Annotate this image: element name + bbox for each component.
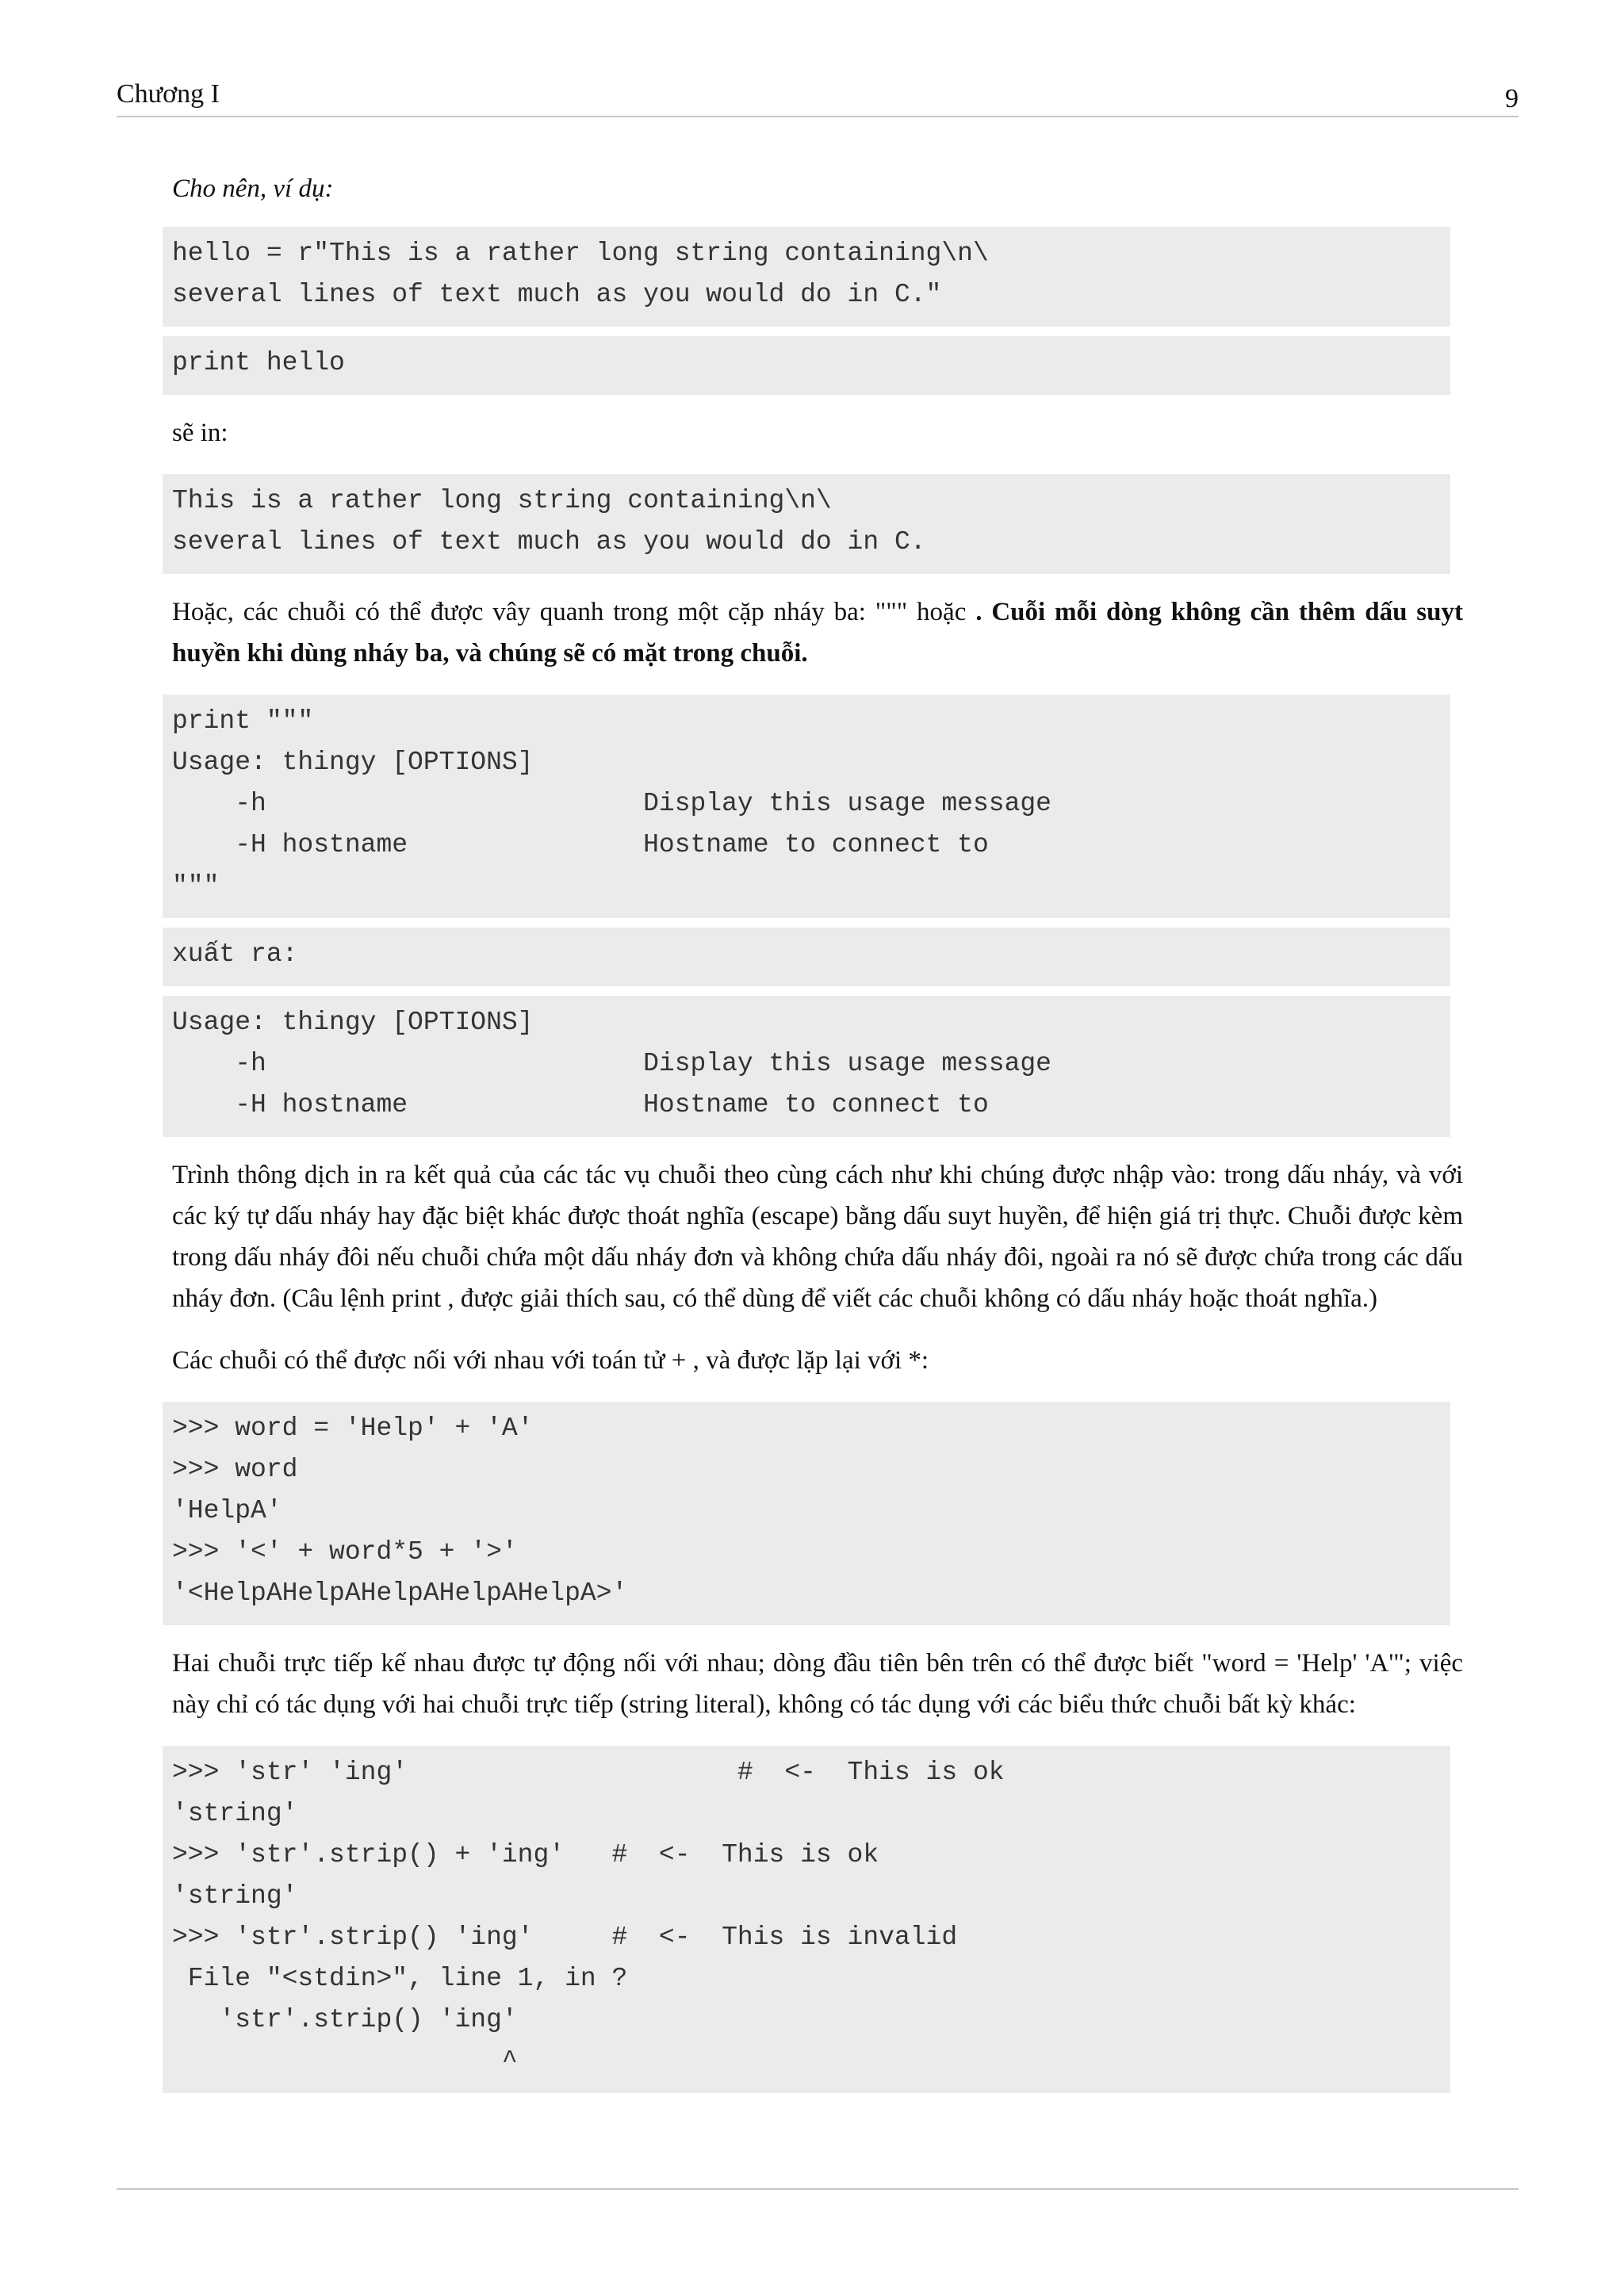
intro-text: Cho nên, ví dụ: <box>172 174 334 203</box>
triple-quote-text: Hoặc, các chuỗi có thể được vây quanh trong một cặp nháy ba: """ hoặc <box>172 598 976 626</box>
code-block-hello-assignment: hello = r"This is a rather long string containing\n\ several lines of text much as you would do in C." <box>163 227 1450 327</box>
code-block-print-usage: print """ Usage: thingy [OPTIONS] -h Display this usage message -H hostname Hostname to connect to """ <box>163 695 1450 918</box>
code-block-usage-output: Usage: thingy [OPTIONS] -h Display this usage message -H hostname Hostname to connect to <box>163 996 1450 1137</box>
interpreter-paragraph: Trình thông dịch in ra kết quả của các tác vụ chuỗi theo cùng cách như khi chúng được nhập vào: trong dấu nháy, và với các ký tự dấu nháy hay đặc biệt khác được thoát nghĩa (escape) bằng dấu suyt huyền, để hiện giá trị thực. Chuỗi được kèm trong dấu nháy đôi nếu chuỗi chứa một dấu nháy đơn và không chứa dấu nháy đôi, ngoài ra nó sẽ được chứa trong các dấu nháy đơn. (Câu lệnh print , được giải thích sau, có thể dùng để viết các chuỗi không có dấu nháy hoặc thoát nghĩa.) <box>172 1161 1463 1313</box>
chapter-title: Chương I <box>117 79 220 109</box>
code-block-hello-output: This is a rather long string containing\n\ several lines of text much as you would do in C. <box>163 474 1450 574</box>
page-header <box>117 79 1519 117</box>
page-content <box>172 168 1463 2103</box>
code-block-strip: >>> 'str' 'ing' # <- This is ok 'string' >>> 'str'.strip() + 'ing' # <- This is ok 'string' >>> 'str'.strip() 'ing' # <- This is invalid File "<stdin>", line 1, in ? 'str'.strip() 'ing' ^ <box>163 1746 1450 2093</box>
code-block-concat: >>> word = 'Help' + 'A' >>> word 'HelpA' >>> '<' + word*5 + '>' '<HelpAHelpAHelpAHelpAHelpA>' <box>163 1402 1450 1625</box>
page-number: 9 <box>1505 84 1519 113</box>
footer-rule <box>117 2188 1519 2190</box>
triple-quote-bold-text: . Cuỗi mỗi dòng không cần thêm dấu suyt huyền khi dùng nháy ba, và chúng sẽ có mặt trong chuỗi. <box>172 598 1463 668</box>
triple-quote-paragraph <box>172 591 1463 674</box>
adjacent-literal-paragraph: Hai chuỗi trực tiếp kế nhau được tự động nối với nhau; dòng đầu tiên bên trên có thể được biết "word = 'Help' 'A'"; việc này chỉ có tác dụng với hai chuỗi trực tiếp (string literal), không có tác dụng với các biểu thức chuỗi bất kỳ khác: <box>172 1649 1463 1719</box>
code-block-print-hello: print hello <box>163 336 1450 395</box>
code-block-output-label: xuất ra: <box>163 928 1450 986</box>
concat-paragraph: Các chuỗi có thể được nối với nhau với toán tử + , và được lặp lại với *: <box>172 1346 929 1375</box>
will-print-text: sẽ in: <box>172 419 228 447</box>
